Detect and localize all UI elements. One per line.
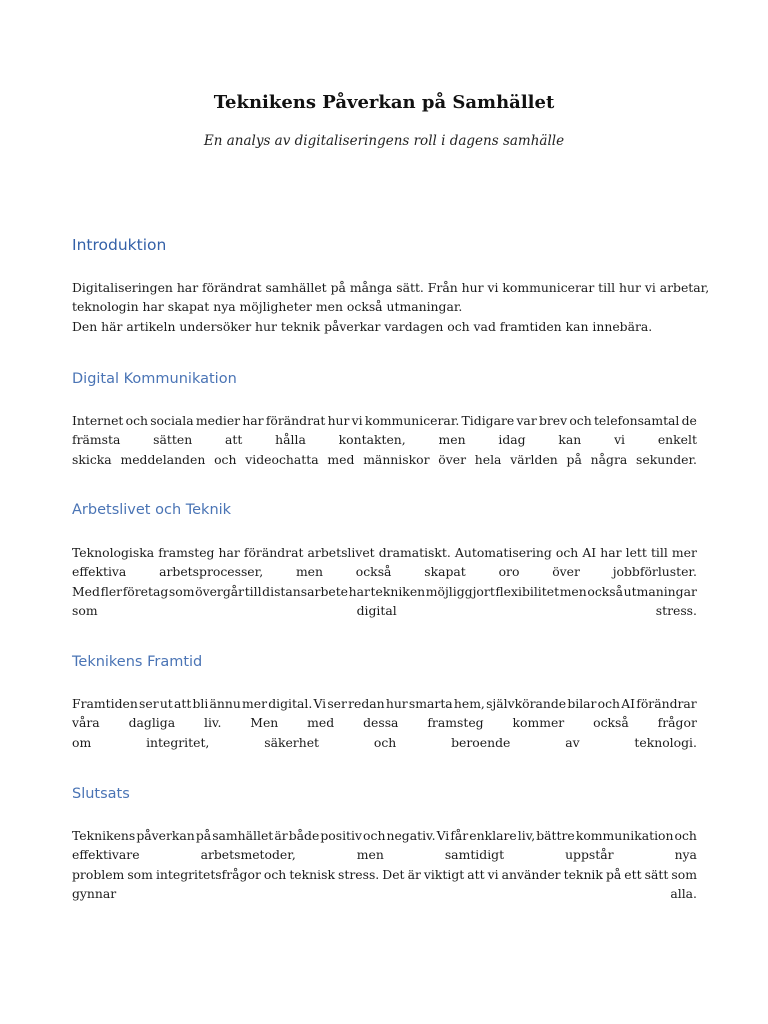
paragraph-line: som digital stress. bbox=[72, 602, 697, 618]
paragraph-line: Framtiden ser ut att bli ännu mer digital. Vi ser redan hur smarta hem, självkörande bilar och AI förändrar bbox=[72, 696, 697, 711]
section-heading-arbetslivet-och-teknik: Arbetslivet och Teknik bbox=[72, 502, 232, 518]
section-paragraph-teknikens-framtid bbox=[72, 694, 697, 752]
paragraph-line: Med fler företag som övergår till distansarbete har tekniken möjliggjort flexibilitet men också utmaningar bbox=[72, 583, 697, 599]
paragraph-line: om integritet, säkerhet och beroende av teknologi. bbox=[72, 734, 697, 750]
paragraph-line: främsta sätten att hålla kontakten, men idag kan vi enkelt bbox=[72, 432, 697, 448]
paragraph-line: våra dagliga liv. Men med dessa framsteg kommer också frågor bbox=[72, 715, 697, 731]
paragraph-line: Digitaliseringen har förändrat samhället på många sätt. Från hur vi kommunicerar till hur vi arbetar, bbox=[72, 280, 710, 295]
paragraph-line: Teknikens påverkan på samhället är både positiv och negativ. Vi får enklare liv, bättre kommunikation och bbox=[72, 828, 697, 843]
paragraph-line: teknologin har skapat nya möjligheter men också utmaningar. bbox=[72, 299, 463, 315]
paragraph-line: Den här artikeln undersöker hur teknik påverkar vardagen och vad framtiden kan innebära. bbox=[72, 318, 653, 334]
section-paragraph-arbetslivet-och-teknik bbox=[72, 543, 697, 620]
paragraph-line: gynnar alla. bbox=[72, 885, 697, 901]
section-heading-slutsats: Slutsats bbox=[72, 786, 130, 802]
section-heading-teknikens-framtid: Teknikens Framtid bbox=[72, 654, 203, 670]
paragraph-line: skicka meddelanden och videochatta med människor över hela världen på några sekunder. bbox=[72, 451, 697, 467]
section-heading-introduktion: Introduktion bbox=[72, 236, 167, 254]
document-title: Teknikens Påverkan på Samhället bbox=[213, 92, 555, 113]
section-paragraph-introduktion bbox=[72, 278, 710, 336]
paragraph-line: Internet och sociala medier har förändrat hur vi kommunicerar. Tidigare var brev och telefonsamtal de bbox=[72, 413, 697, 428]
paragraph-line: Teknologiska framsteg har förändrat arbetslivet dramatiskt. Automatisering och AI har lett till mer bbox=[72, 545, 697, 560]
paragraph-line: effektiva arbetsprocesser, men också skapat oro över jobbförluster. bbox=[72, 564, 697, 580]
paragraph-line: effektivare arbetsmetoder, men samtidigt uppstår nya bbox=[72, 847, 697, 863]
document-subtitle: En analys av digitaliseringens roll i dagens samhälle bbox=[203, 133, 565, 149]
paragraph-line: problem som integritetsfrågor och teknisk stress. Det är viktigt att vi använder teknik på ett sätt som bbox=[72, 866, 697, 882]
section-paragraph-slutsats bbox=[72, 826, 697, 903]
section-paragraph-digital-kommunikation bbox=[72, 411, 697, 469]
section-heading-digital-kommunikation: Digital Kommunikation bbox=[72, 371, 237, 387]
